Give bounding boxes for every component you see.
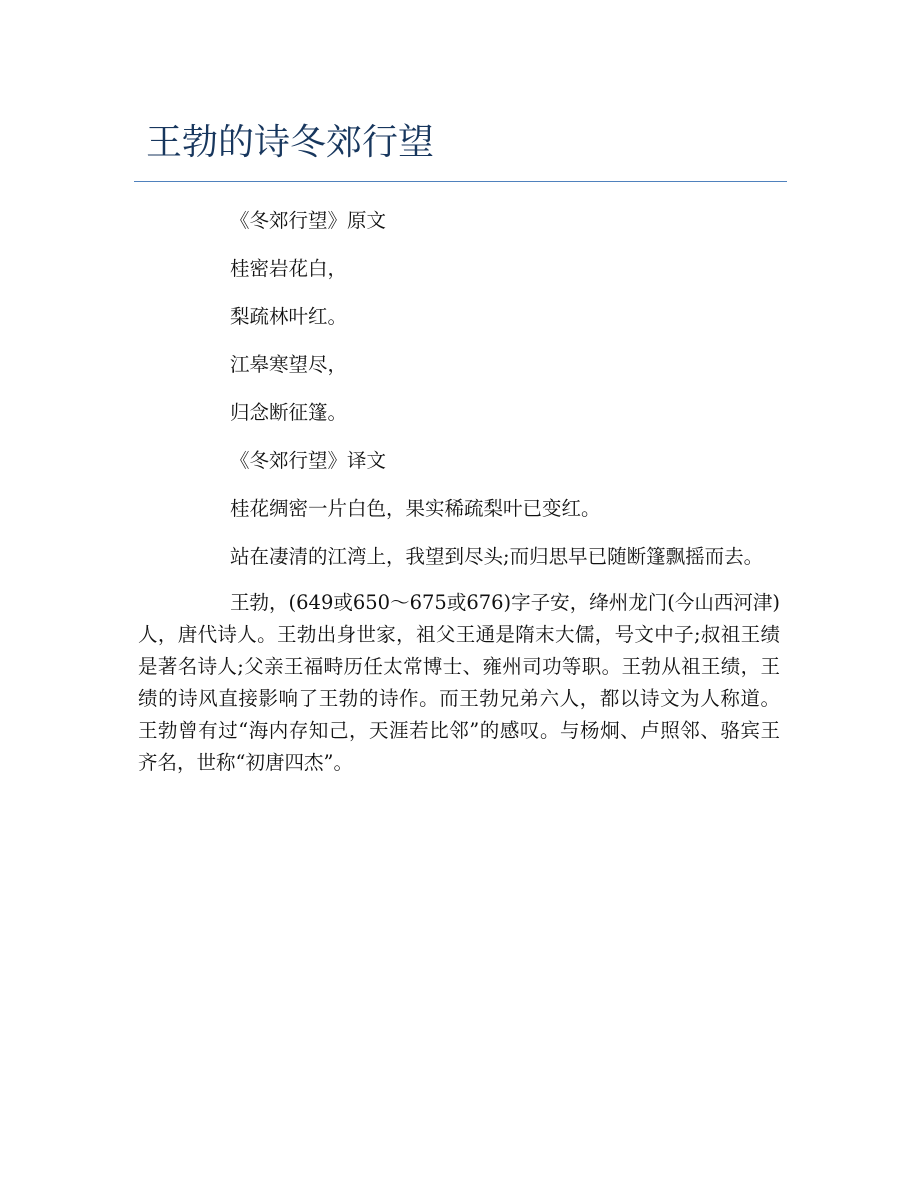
translation-paragraph: 站在凄清的江湾上，我望到尽头;而归思早已随断篷飘摇而去。 [230, 545, 764, 568]
page-title: 王勃的诗冬郊行望 [146, 122, 435, 163]
title-divider [134, 181, 787, 182]
document-body [138, 199, 780, 779]
poem-line-3: 江皋寒望尽， [230, 353, 348, 376]
translation-line-1: 桂花绸密一片白色，果实稀疏梨叶已变红。 [230, 497, 601, 520]
author-bio-paragraph: 王勃，(649或650～675或676)字子安，绛州龙门(今山西河津)人，唐代诗人。王勃出身世家，祖父王通是隋末大儒，号文中子;叔祖王绩是著名诗人;父亲王福畤历任太常博士、雍州司功等职。王勃从祖王绩，王绩的诗风直接影响了王勃的诗作。而王勃兄弟六人，都以诗文为人称道。王勃曾有过“海内存知己，天涯若比邻”的感叹。与杨炯、卢照邻、骆宾王齐名，世称“初唐四杰”。 [138, 591, 780, 774]
poem-line-4: 归念断征篷。 [230, 401, 348, 424]
poem-line-2: 梨疏林叶红。 [230, 305, 348, 328]
translation-heading: 《冬郊行望》译文 [230, 449, 387, 472]
original-heading: 《冬郊行望》原文 [230, 209, 387, 232]
poem-line-1: 桂密岩花白， [230, 257, 348, 280]
